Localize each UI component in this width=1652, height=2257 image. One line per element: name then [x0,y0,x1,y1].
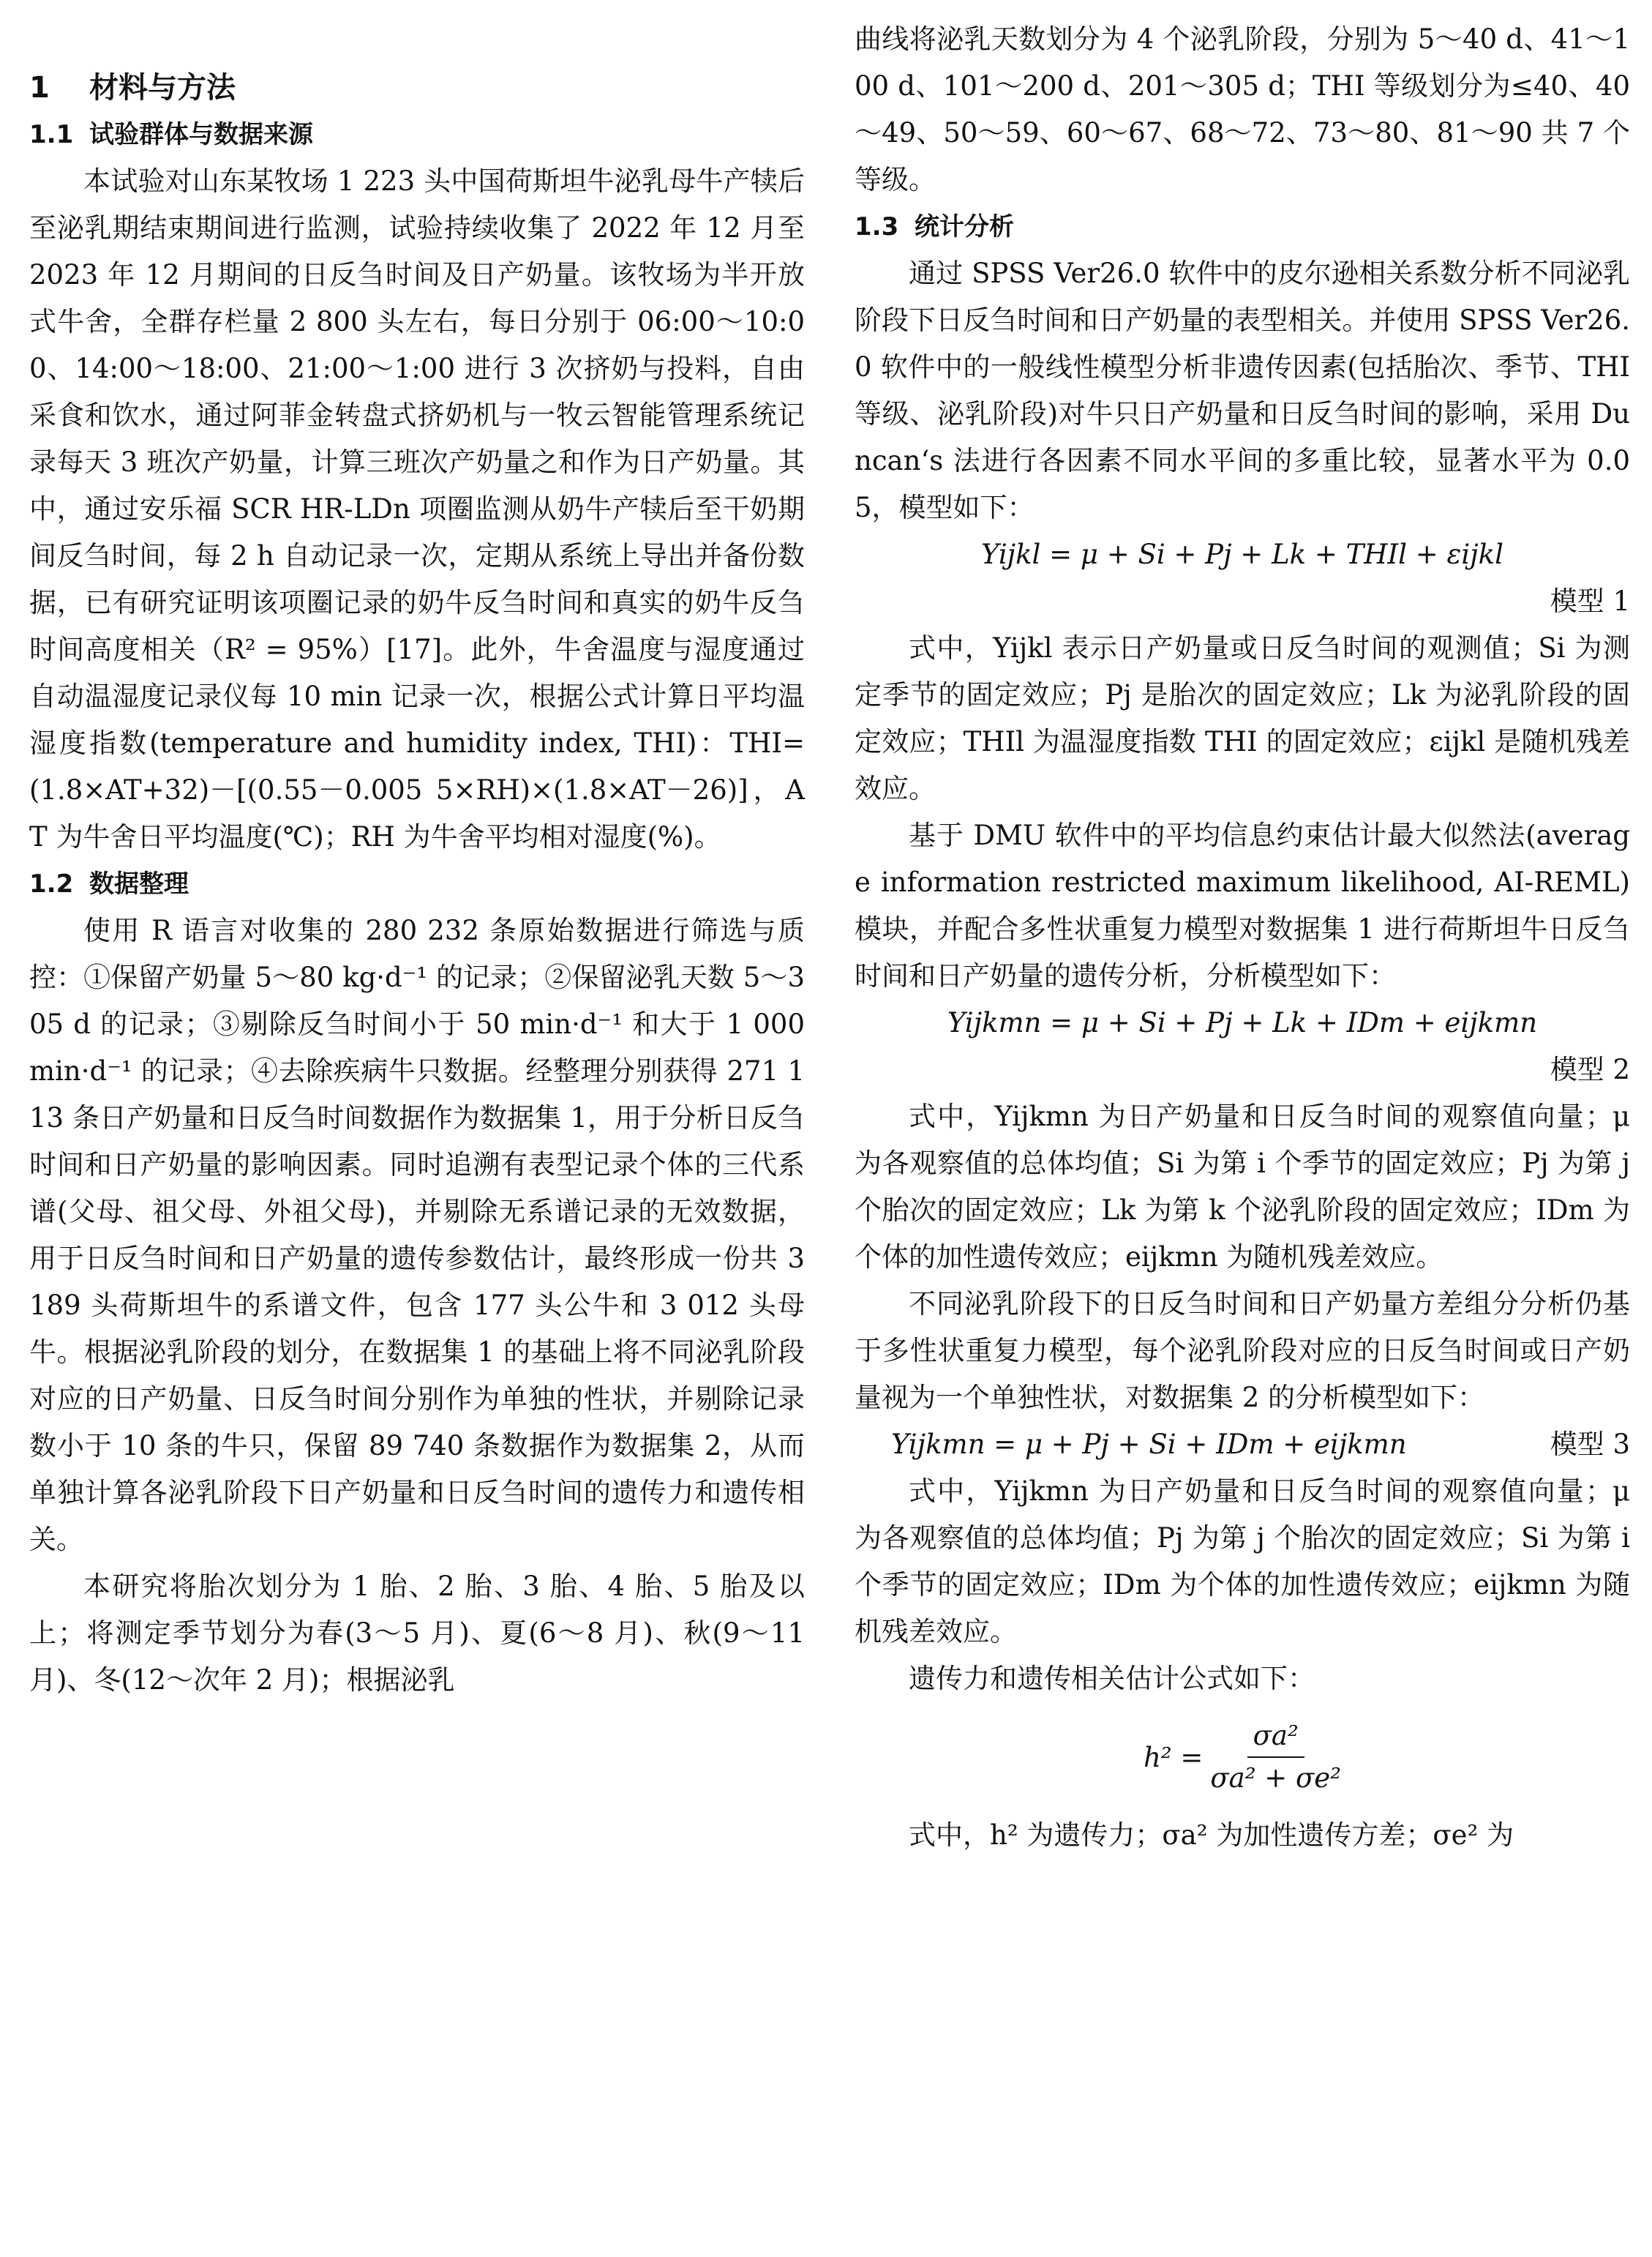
subsection-number: 1.2 [29,869,74,899]
subsection-title: 统计分析 [915,212,1014,242]
paragraph: 曲线将泌乳天数划分为 4 个泌乳阶段，分别为 5～40 d、41～100 d、101～200 d、201～305 d；THI 等级划分为≤40、40～49、50～59、60～67、68～72、73～80、81～90 共 7 个等级。 [855,23,1630,195]
subsection-title: 数据整理 [89,869,189,899]
paragraph: 基于 DMU 软件中的平均信息约束估计最大似然法(average information restricted maximum likelihood, AI-REML)模块，并配合多性状重复力模型对数据集 1 进行荷斯坦牛日反刍时间和日产奶量的遗传分析，分析模型如下： [855,820,1630,992]
paragraph: 使用 R 语言对收集的 280 232 条原始数据进行筛选与质控：①保留产奶量 5～80 kg·d⁻¹ 的记录；②保留泌乳天数 5～305 d 的记录；③剔除反刍时间小于 50 min·d⁻¹ 和大于 1 000 min·d⁻¹ 的记录；④去除疾病牛只数据。经整理分别获得 271 113 条日产奶量和日反刍时间数据作为数据集 1，用于分析日反刍时间和日产奶量的影响因素。同时追溯有表型记录个体的三代系谱(父母、祖父母、外祖父母)，并剔除无系谱记录的无效数据，用于日反刍时间和日产奶量的遗传参数估计，最终形成一份共 3 189 头荷斯坦牛的系谱文件，包含 177 头公牛和 3 012 头母牛。根据泌乳阶段的划分，在数据集 1 的基础上将不同泌乳阶段对应的日产奶量、日反刍时间分别作为单独的性状，并剔除记录数小于 10 条的牛只，保留 89 740 条数据作为数据集 2，从而单独计算各泌乳阶段下日产奶量和日反刍时间的遗传力和遗传相关。 [29,915,805,1555]
fraction-numerator: σa² [1247,1715,1304,1758]
model-3-formula: Yijkmn = μ + Pj + Si + IDm + eijkmn [891,1429,1407,1460]
subsection-heading [855,203,1630,250]
heritability-formula [855,1702,1630,1812]
model-2-formula: Yijkmn = μ + Si + Pj + Lk + IDm + eijkmn [947,1007,1538,1038]
subsection-heading [29,111,805,158]
fraction-denominator: σa² + σe² [1210,1762,1342,1794]
section-number: 1 [29,71,50,105]
model-1-formula: Yijkl = μ + Si + Pj + Lk + THIl + εijkl [981,539,1503,570]
model-3-row [855,1421,1630,1468]
paragraph: 本试验对山东某牧场 1 223 头中国荷斯坦牛泌乳母牛产犊后至泌乳期结束期间进行监测，试验持续收集了 2022 年 12 月至 2023 年 12 月期间的日反刍时间及日产奶量。该牧场为半开放式牛舍，全群存栏量 2 800 头左右，每日分别于 06:00～10:00、14:00～18:00、21:00～1:00 进行 3 次挤奶与投料，自由采食和饮水，通过阿菲金转盘式挤奶机与一牧云智能管理系统记录每天 3 班次产奶量，计算三班次产奶量之和作为日产奶量。其中，通过安乐福 SCR HR-LDn 项圈监测从奶牛产犊后至干奶期间反刍时间，每 2 h 自动记录一次，定期从系统上导出并备份数据，已有研究证明该项圈记录的奶牛反刍时间和真实的奶牛反刍时间高度相关（R² = 95%）[17]。此外，牛舍温度与湿度通过自动温湿度记录仪每 10 min 记录一次，根据公式计算日平均温湿度指数(temperature and humidity index, THI)：THI=(1.8×AT+32)－[(0.55－0.005 5×RH)×(1.8×AT－26)]，AT 为牛舍日平均温度(℃)；RH 为牛舍平均相对湿度(%)。 [29,165,805,853]
paragraph: 式中，h² 为遗传力；σa² 为加性遗传方差；σe² 为 [909,1819,1514,1851]
subsection-title: 试验群体与数据来源 [89,120,313,149]
paragraph: 通过 SPSS Ver26.0 软件中的皮尔逊相关系数分析不同泌乳阶段下日反刍时间和日产奶量的表型相关。并使用 SPSS Ver26.0 软件中的一般线性模型分析非遗传因素(包括胎次、季节、THI 等级、泌乳阶段)对牛只日产奶量和日反刍时间的影响，采用 Duncan‘s 法进行各因素不同水平间的多重比较，显著水平为 0.05，模型如下： [855,258,1630,523]
paragraph: 式中，Yijkl 表示日产奶量或日反刍时间的观测值；Si 为测定季节的固定效应；Pj 是胎次的固定效应；Lk 为泌乳阶段的固定效应；THIl 为温湿度指数 THI 的固定效应；εijkl 是随机残差效应。 [855,632,1630,804]
subsection-number: 1.1 [29,120,74,149]
model-2-label: 模型 2 [1550,1054,1630,1085]
heritability-fraction [1210,1715,1341,1799]
paragraph: 不同泌乳阶段下的日反刍时间和日产奶量方差组分分析仍基于多性状重复力模型，每个泌乳阶段对应的日反刍时间或日产奶量视为一个单独性状，对数据集 2 的分析模型如下： [855,1288,1630,1413]
right-column [855,0,1630,1859]
model-1-label: 模型 1 [1550,585,1630,617]
model-3-label: 模型 3 [1550,1429,1630,1460]
paragraph: 式中，Yijkmn 为日产奶量和日反刍时间的观察值向量；μ 为各观察值的总体均值；Si 为第 i 个季节的固定效应；Pj 为第 j 个胎次的固定效应；Lk 为第 k 个泌乳阶段的固定效应；IDm 为个体的加性遗传效应；eijkmn 为随机残差效应。 [855,1101,1630,1273]
paragraph: 本研究将胎次划分为 1 胎、2 胎、3 胎、4 胎、5 胎及以上；将测定季节划分为春(3～5 月)、夏(6～8 月)、秋(9～11 月)、冬(12～次年 2 月)；根据泌乳 [29,1571,805,1696]
paragraph: 遗传力和遗传相关估计公式如下： [909,1663,1315,1694]
subsection-heading [29,861,805,907]
paragraph: 式中，Yijkmn 为日产奶量和日反刍时间的观察值向量；μ 为各观察值的总体均值；Pj 为第 j 个胎次的固定效应；Si 为第 i 个季节的固定效应；IDm 为个体的加性遗传效应；eijkmn 为随机残差效应。 [855,1475,1630,1647]
section-title: 材料与方法 [89,71,236,105]
section-heading [29,64,805,111]
subsection-number: 1.3 [855,212,899,242]
left-column [29,0,805,1704]
heritability-lhs: h² = [1143,1741,1204,1773]
